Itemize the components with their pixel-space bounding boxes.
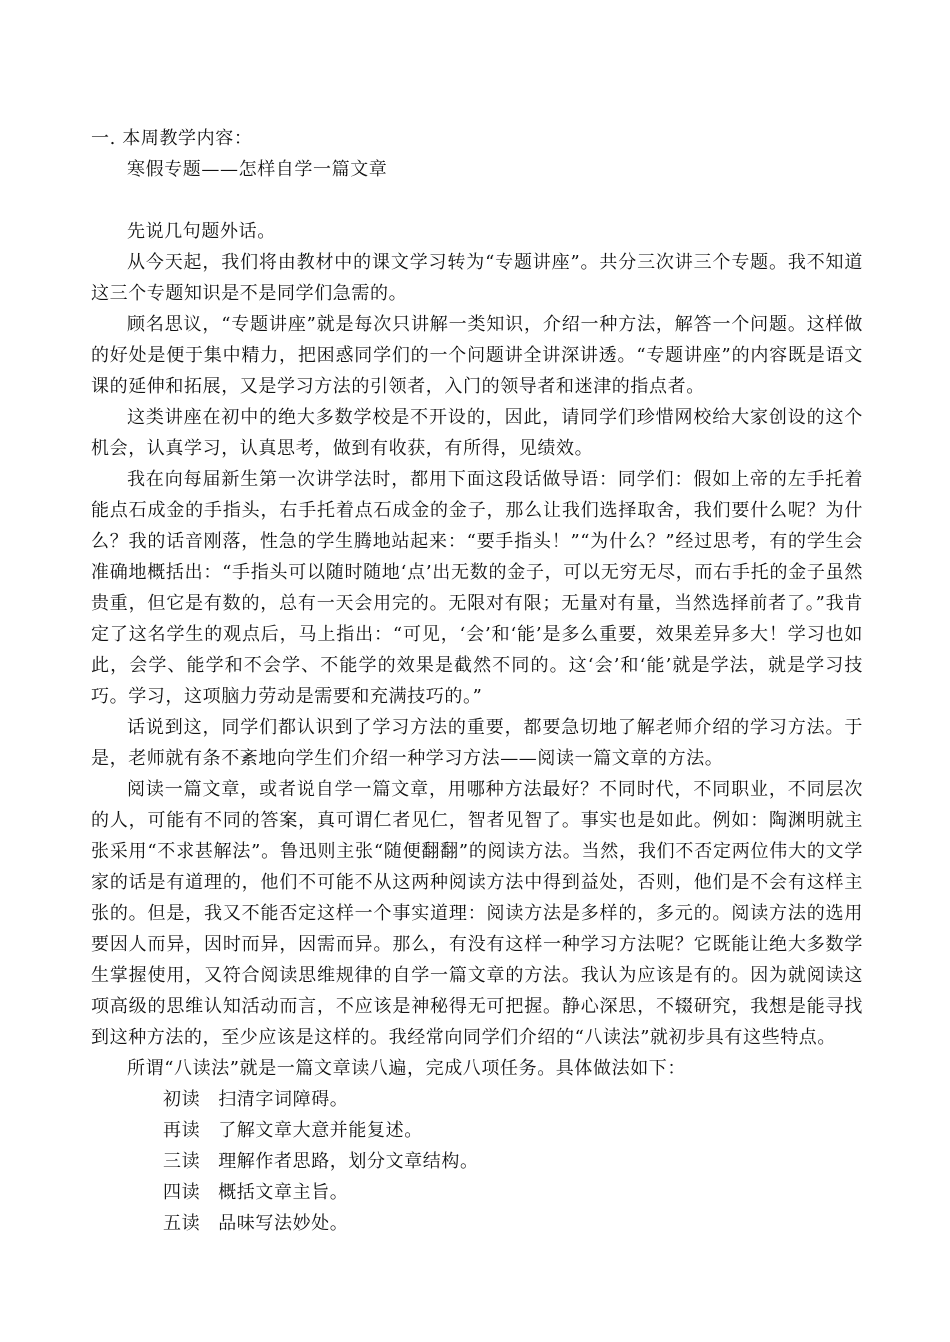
step-number: 五读 (163, 1213, 201, 1234)
step-text: 了解文章大意并能复述。 (218, 1120, 423, 1141)
step-item (91, 1177, 863, 1208)
step-text: 扫清字词障碍。 (218, 1089, 349, 1110)
paragraph-intro: 先说几句题外话。 (127, 221, 276, 242)
paragraph-opportunity: 这类讲座在初中的绝大多数学校是不开设的，因此，请同学们珍惜网校给大家创设的这个机会，认真学习，认真思考，做到有收获，有所得，见绩效。 (91, 407, 863, 459)
step-item (91, 1115, 863, 1146)
step-item (91, 1208, 863, 1239)
step-text: 理解作者思路，划分文章结构。 (218, 1151, 479, 1172)
paragraph-anecdote: 我在向每届新生第一次讲学法时，都用下面这段话做导语：同学们：假如上帝的左手托着能点石成金的手指头，右手托着点石成金的金子，那么让我们选择取舍，我们要什么呢？为什么？我的话音刚落，性急的学生腾地站起来：“要手指头！”“为什么？”经过思考，有的学生会准确地概括出：“手指头可以随时随地‘点’出无数的金子，可以无穷无尽，而右手托的金子虽然贵重，但它是有数的，总有一天会用完的。无限对有限；无量对有量，当然选择前者了。”我肯定了这名学生的观点后，马上指出：“可见，‘会’和‘能’是多么重要，效果差异多大！学习也如此，会学、能学和不会学、不能学的效果是截然不同的。这‘会’和‘能’就是学法，就是学习技巧。学习，这项脑力劳动是需要和充满技巧的。” (91, 469, 863, 707)
step-number: 三读 (163, 1151, 201, 1172)
step-text: 品味写法妙处。 (218, 1213, 349, 1234)
step-number: 再读 (163, 1120, 201, 1141)
lesson-title: 寒假专题——怎样自学一篇文章 (127, 159, 388, 180)
paragraph-lecture-meaning: 顾名思议，“专题讲座”就是每次只讲解一类知识，介绍一种方法，解答一个问题。这样做的好处是便于集中精力，把困惑同学们的一个问题讲全讲深讲透。“专题讲座”的内容既是语文课的延伸和拓展，又是学习方法的引领者，入门的领导者和迷津的指点者。 (91, 314, 863, 397)
paragraph-eight-readings: 所谓“八读法”就是一篇文章读八遍，完成八项任务。具体做法如下： (127, 1058, 687, 1079)
paragraph-topic-shift: 从今天起，我们将由教材中的课文学习转为“专题讲座”。共分三次讲三个专题。我不知道这三个专题知识是不是同学们急需的。 (91, 252, 863, 304)
step-item (91, 1084, 863, 1115)
document-body (91, 123, 863, 1239)
step-number: 初读 (163, 1089, 201, 1110)
paragraph-reading-methods: 阅读一篇文章，或者说自学一篇文章，用哪种方法最好？不同时代，不同职业，不同层次的人，可能有不同的答案，真可谓仁者见仁，智者见智了。事实也是如此。例如：陶渊明就主张采用“不求甚解法”。鲁迅则主张“随便翻翻”的阅读方法。当然，我们不否定两位伟大的文学家的话是有道理的，他们不可能不从这两种阅读方法中得到益处，否则，他们是不会有这样主张的。但是，我又不能否定这样一个事实道理：阅读方法是多样的，多元的。阅读方法的选用要因人而异，因时而异，因需而异。那么，有没有这样一种学习方法呢？它既能让绝大多数学生掌握使用，又符合阅读思维规律的自学一篇文章的方法。我认为应该是有的。因为就阅读这项高级的思维认知活动而言，不应该是神秘得无可把握。静心深思，不辍研究，我想是能寻找到这种方法的，至少应该是这样的。我经常向同学们介绍的“八读法”就初步具有这些特点。 (91, 779, 863, 1048)
step-text: 概括文章主旨。 (218, 1182, 349, 1203)
section-heading: 一. 本周教学内容： (91, 128, 253, 149)
step-item (91, 1146, 863, 1177)
paragraph-method-importance: 话说到这，同学们都认识到了学习方法的重要，都要急切地了解老师介绍的学习方法。于是，老师就有条不紊地向学生们介绍一种学习方法——阅读一篇文章的方法。 (91, 717, 863, 769)
step-number: 四读 (163, 1182, 201, 1203)
